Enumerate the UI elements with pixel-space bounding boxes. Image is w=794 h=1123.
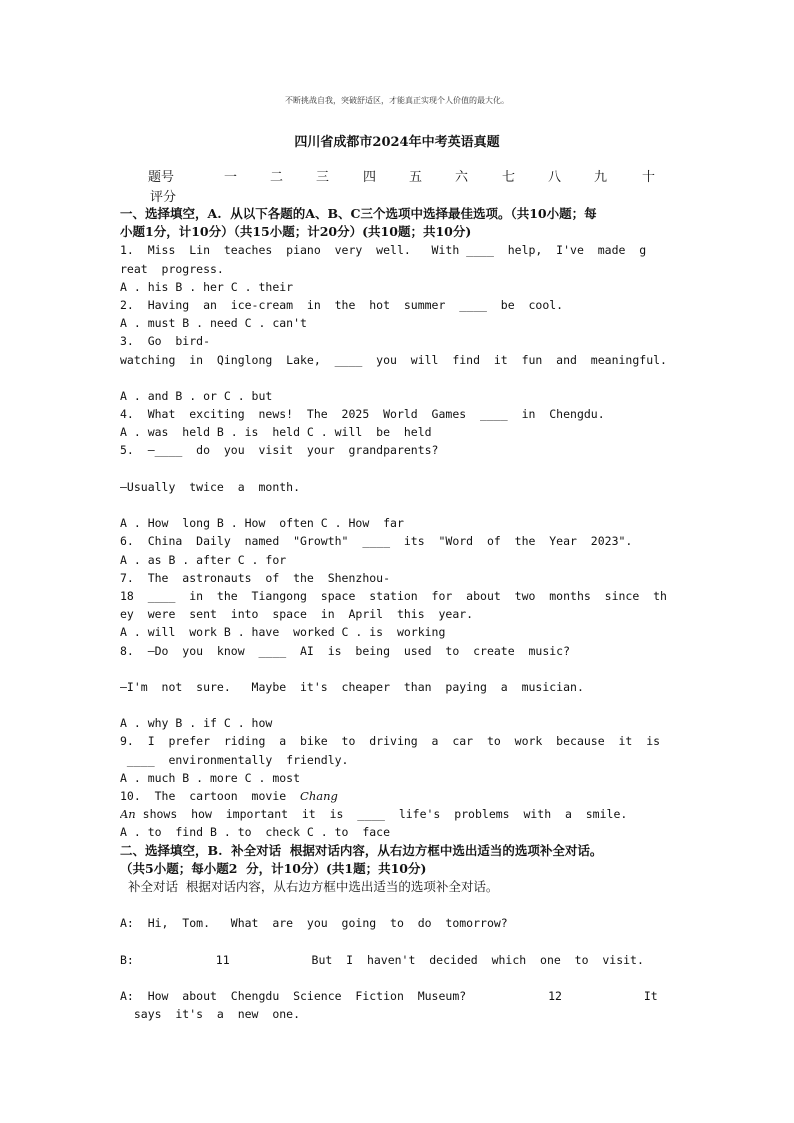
question-8-reply: —I'm not sure. Maybe it's cheaper than paying a musician. — [120, 679, 584, 694]
answer-blank-12[interactable]: 12 — [480, 987, 630, 1005]
dialogue-text: But I haven't decided which one to visit. — [297, 952, 644, 967]
section1-heading: 小题1分，计10分）（共15小题；计20分）(共10题；共10分) — [120, 224, 472, 240]
question-6: 6. China Daily named "Growth" ____ its "Word of the Year 2023". — [120, 534, 633, 549]
question-6-options: A . as B . after C . for — [120, 552, 287, 567]
question-7: 7. The astronauts of the Shenzhou- — [120, 570, 391, 585]
dialogue-line — [120, 987, 676, 1005]
dialogue-line: says it's a new one. — [120, 1007, 301, 1022]
question-8-options: A . why B . if C . how — [120, 716, 273, 731]
question-9-options: A . much B . more C . most — [120, 770, 301, 785]
dialogue-line — [120, 951, 676, 969]
section2-intro: 补全对话 根据对话内容，从右边方框中选出适当的选项补全对话。 — [120, 878, 499, 894]
section2-heading: （共5小题；每小题2 分，计10分）(共1题；共10分) — [120, 860, 427, 876]
motto-header: 不断挑战自我，突破舒适区，才能真正实现个人价值的最大化。 — [285, 96, 509, 105]
question-7-options: A . will work B . have worked C . is working — [120, 625, 446, 640]
question-5-reply: —Usually twice a month. — [120, 479, 301, 494]
question-2: 2. Having an ice-cream in the hot summer ____ be cool. — [120, 297, 564, 312]
question-8: 8. —Do you know ____ AI is being used to create music? — [120, 643, 571, 658]
question-5-options: A . How long B . How often C . How far — [120, 516, 404, 531]
movie-title: An — [120, 807, 136, 822]
dialogue-line: A: Hi, Tom. What are you going to do tomorrow? — [120, 916, 508, 931]
answer-blank-11[interactable]: 11 — [148, 951, 298, 969]
page-title: 四川省成都市2024年中考英语真题 — [294, 135, 500, 150]
score-column: 二 — [270, 170, 284, 185]
dialogue-speaker: B: — [120, 952, 148, 967]
score-column: 八 — [548, 170, 562, 185]
question-5: 5. —____ do you visit your grandparents? — [120, 443, 439, 458]
question-1: 1. Miss Lin teaches piano very well. With ____ help, I've made g — [120, 243, 647, 258]
question-3: watching in Qinglong Lake, ____ you will find it fun and meaningful. — [120, 352, 667, 367]
question-3: 3. Go bird- — [120, 334, 211, 349]
question-7: ey were sent into space in April this year. — [120, 607, 474, 622]
score-column: 三 — [316, 170, 330, 185]
question-9: 9. I prefer riding a bike to driving a car to work because it is — [120, 734, 661, 749]
score-row-label: 评分 — [150, 190, 177, 205]
section1-heading: 一、选择填空，A. 从以下各题的A、B、C三个选项中选择最佳选项。（共10小题；每 — [120, 206, 597, 221]
dialogue-text: It — [630, 989, 658, 1004]
exam-content — [120, 205, 676, 1023]
question-10-text: 10. The cartoon movie — [120, 789, 301, 803]
question-9: ____ environmentally friendly. — [120, 752, 349, 767]
question-1-options: A . his B . her C . their — [120, 279, 294, 294]
question-10-options: A . to find B . to check C . to face — [120, 825, 391, 840]
question-4-options: A . was held B . is held C . will be held — [120, 425, 432, 440]
score-column: 九 — [594, 170, 608, 185]
question-3-options: A . and B . or C . but — [120, 388, 273, 403]
dialogue-text: A: How about Chengdu Science Fiction Museum? — [120, 989, 481, 1004]
question-4: 4. What exciting news! The 2025 World Games ____ in Chengdu. — [120, 407, 605, 422]
score-column: 一 — [224, 170, 238, 185]
question-1: reat progress. — [120, 261, 224, 276]
movie-title: Chang — [300, 789, 338, 803]
question-2-options: A . must B . need C . can't — [120, 316, 307, 331]
question-10 — [120, 787, 676, 805]
score-column: 五 — [409, 170, 423, 185]
question-10 — [120, 805, 676, 823]
score-table-header: 题号 — [148, 170, 175, 185]
question-10-text: shows how important it is ____ life's problems with a smile. — [135, 807, 628, 822]
score-column: 十 — [642, 170, 656, 185]
question-7: 18 ____ in the Tiangong space station for about two months since th — [120, 588, 667, 603]
score-column: 七 — [502, 170, 516, 185]
score-column: 六 — [455, 170, 469, 185]
score-column: 四 — [363, 170, 377, 185]
section2-heading: 二、选择填空，B. 补全对话 根据对话内容，从右边方框中选出适当的选项补全对话。 — [120, 842, 603, 858]
